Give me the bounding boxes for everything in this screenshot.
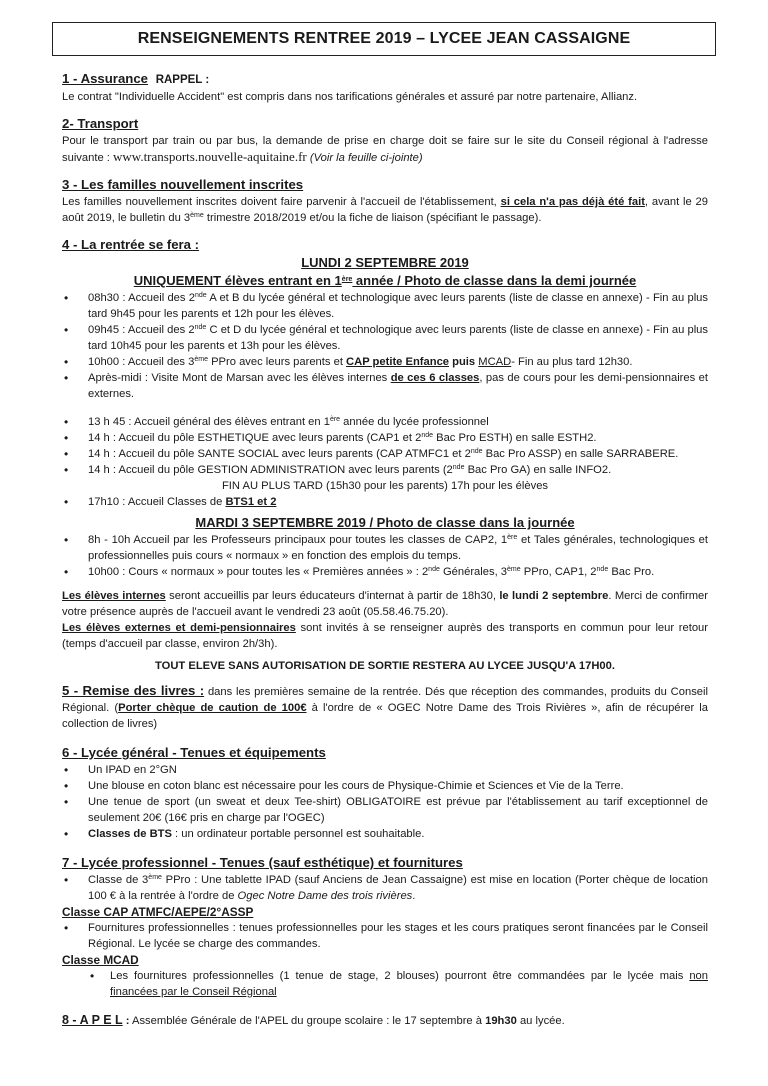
section-1-tag: RAPPEL	[155, 74, 203, 86]
section-1-title: 1 - Assurance	[62, 71, 149, 86]
list-item: • Classes de BTS : un ordinateur portable personnel est souhaitable.	[62, 826, 708, 842]
day-1-sub-sup: ère	[341, 276, 353, 283]
section-3-text-c: trimestre 2018/2019 et/ou la fiche de liaison (spécifiant le passage).	[203, 212, 542, 224]
list-item: • Fournitures professionnelles : tenues professionnelles pour les stages et les cours pratiques seront financées par le Conseil Régional. Le lycée se charge des commandes.	[62, 920, 708, 952]
section-6-heading: 6 - Lycée général - Tenues et équipements	[62, 745, 326, 760]
list-item: • Classe de 3ème PPro : Une tablette IPAD (sauf Anciens de Jean Cassaigne) est mise en location (Porter chèque de location 100 € à la rentrée à l'ordre de Ogec Notre Dame des trois rivières.	[62, 872, 708, 904]
list-item: • 14 h : Accueil du pôle GESTION ADMINISTRATION avec leurs parents (2nde Bac Pro GA) en salle INFO2.	[62, 462, 708, 478]
list-item: • Une tenue de sport (un sweat et deux Tee-shirt) OBLIGATOIRE est prévue par l'établissement au tarif exceptionnel de seulement 20€ (16€ pris en charge par l'OGEC)	[62, 794, 708, 826]
section-6-list	[62, 762, 708, 842]
section-3-text	[62, 194, 708, 226]
section-5-heading: 5 - Remise des livres :	[62, 683, 205, 698]
list-item: • 17h10 : Accueil Classes de BTS1 et 2	[62, 494, 708, 510]
list-item: • 13 h 45 : Accueil général des élèves entrant en 1ère année du lycée professionnel	[62, 414, 708, 430]
day-2-list	[62, 532, 708, 580]
section-2-heading: 2- Transport	[62, 116, 139, 131]
cap-list	[62, 920, 708, 952]
section-3-text-a: Les familles nouvellement inscrites doivent faire parvenir à l'accueil de l'établissement,	[62, 196, 501, 208]
day-1-subheading	[62, 272, 708, 290]
section-7-heading: 7 - Lycée professionnel - Tenues (sauf esthétique) et fournitures	[62, 855, 463, 870]
document-body	[62, 66, 708, 1029]
internes-info: Les élèves internes seront accueillis par leurs éducateurs d'internat à partir de 18h30, le lundi 2 septembre. Merci de confirmer votre présence auprès de l'accueil avant le vendredi 23 août (05.58.46.75.20).	[62, 590, 708, 618]
section-3-sup: ème	[190, 212, 204, 219]
day-1-sub-b: année / Photo de classe dans la demi journée	[352, 273, 637, 288]
section-8: 8 - A P E L : Assemblée Générale de l'APEL du groupe scolaire : le 17 septembre à 19h30 au lycée.	[62, 1013, 565, 1027]
list-item: • 14 h : Accueil du pôle ESTHETIQUE avec leurs parents (CAP1 et 2nde Bac Pro ESTH) en salle ESTH2.	[62, 430, 708, 446]
cap-heading: Classe CAP ATMFC/AEPE/2°ASSP	[62, 905, 254, 919]
section-1-colon: :	[202, 74, 210, 86]
list-item: • 10h00 : Cours « normaux » pour toutes les « Premières années » : 2nde Générales, 3ème PPro, CAP1, 2nde Bac Pro.	[62, 564, 708, 580]
section-4-heading: 4 - La rentrée se fera :	[62, 237, 200, 252]
day-1-sub-a: UNIQUEMENT élèves entrant en 1	[133, 273, 342, 288]
section-1-heading	[62, 70, 708, 89]
list-item: • Un IPAD en 2°GN	[62, 762, 708, 778]
section-7-list	[62, 872, 708, 904]
bts-list	[62, 494, 708, 510]
transport-url[interactable]: www.transports.nouvelle-aquitaine.fr	[113, 149, 307, 164]
day-1-heading: LUNDI 2 SEPTEMBRE 2019	[301, 255, 469, 270]
list-item: • 09h45 : Accueil des 2nde C et D du lycée général et technologique avec leurs parents (liste de classe en annexe) - Fin au plus tard 10h45 pour les parents et 13h pour les élèves.	[62, 322, 708, 354]
section-2-text	[62, 133, 708, 166]
day-1-end-time: FIN AU PLUS TARD (15h30 pour les parents) 17h pour les élèves	[221, 480, 549, 492]
list-item: • Une blouse en coton blanc est nécessaire pour les cours de Physique-Chimie et Sciences et Vie de la Terre.	[62, 778, 708, 794]
list-item: • 8h - 10h Accueil par les Professeurs principaux pour toutes les classes de CAP2, 1ère et Tales générales, technologiques et professionnelles puis cours « normaux » en fonction des emplois du temps.	[62, 532, 708, 564]
section-3-text-bold: si cela n'a pas déjà été fait	[500, 196, 645, 208]
mcad-list	[62, 968, 708, 1000]
externes-info: Les élèves externes et demi-pensionnaires sont invités à se renseigner auprès des transports en commun pour leur retour (temps d'accueil par classe, environ 2h/3h).	[62, 622, 708, 650]
day-1-afternoon-list	[62, 414, 708, 478]
mcad-heading: Classe MCAD	[62, 953, 139, 967]
section-3-text-b: , avant le 29 août 2019, le bulletin du 3	[62, 196, 708, 224]
day-2-heading: MARDI 3 SEPTEMBRE 2019 / Photo de classe dans la journée	[195, 515, 575, 530]
day-1-morning-list	[62, 290, 708, 402]
section-1-text: Le contrat "Individuelle Accident" est compris dans nos tarifications générales et assuré par notre partenaire, Allianz.	[62, 91, 638, 103]
list-item: • Après-midi : Visite Mont de Marsan avec les élèves internes de ces 6 classes, pas de cours pour les demi-pensionnaires et externes.	[62, 370, 708, 402]
section-2-text-a: Pour le transport par train ou par bus, la demande de prise en charge doit se faire sur le site du Conseil régional à l'adresse suivante :	[62, 135, 708, 164]
section-8-heading: 8 - A P E L	[62, 1013, 123, 1027]
section-5: 5 - Remise des livres : dans les premières semaine de la rentrée. Dés que réception des commandes, produits du Conseil Régional. (Porter chèque de caution de 100€ à l'ordre de « OGEC Notre Dame des Trois Rivières », afin de récupérer la collection de livres)	[62, 683, 709, 730]
list-item: • 08h30 : Accueil des 2nde A et B du lycée général et technologique avec leurs parents (liste de classe en annexe) - Fin au plus tard 9h45 pour les parents et 12h pour les élèves.	[62, 290, 708, 322]
list-item: • 10h00 : Accueil des 3ème PPro avec leurs parents et CAP petite Enfance puis MCAD- Fin au plus tard 12h30.	[62, 354, 708, 370]
exit-warning: TOUT ELEVE SANS AUTORISATION DE SORTIE RESTERA AU LYCEE JUSQU'A 17H00.	[155, 660, 615, 672]
document-title: RENSEIGNEMENTS RENTREE 2019 – LYCEE JEAN CASSAIGNE	[52, 22, 716, 56]
section-3-heading: 3 - Les familles nouvellement inscrites	[62, 177, 304, 192]
section-2-note: (Voir la feuille ci-jointe)	[309, 152, 423, 164]
list-item: • Les fournitures professionnelles (1 tenue de stage, 2 blouses) pourront être commandées par le lycée mais non financées par le Conseil Régional	[62, 968, 708, 1000]
list-item: • 14 h : Accueil du pôle SANTE SOCIAL avec leurs parents (CAP ATMFC1 et 2nde Bac Pro ASSP) en salle SARRABERE.	[62, 446, 708, 462]
